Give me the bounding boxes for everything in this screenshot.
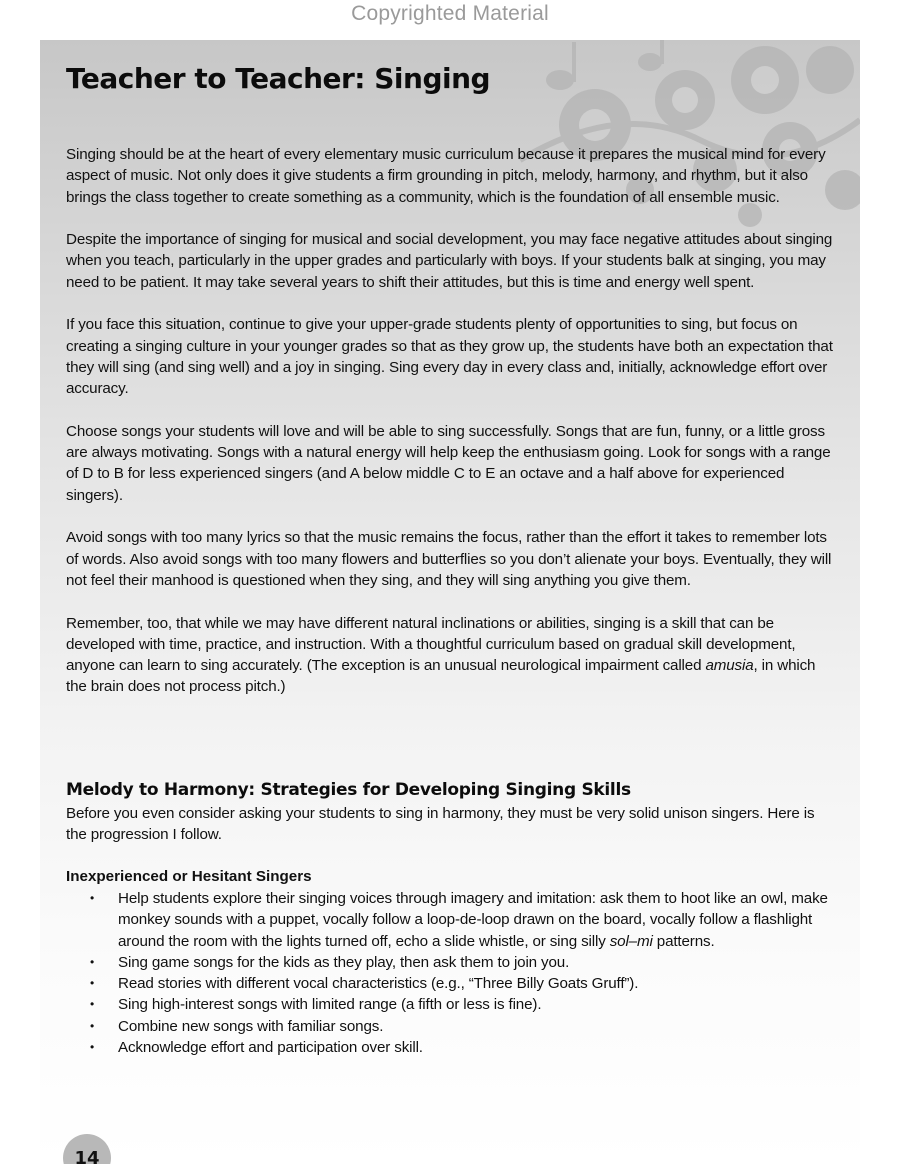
section-intro: Before you even consider asking your students to sing in harmony, they must be very solid unison singers. Here is the progression I follow.	[66, 805, 815, 844]
body-text	[66, 144, 836, 719]
amusia-term: amusia	[705, 657, 754, 675]
list-item: • Acknowledge effort and participation over skill.	[90, 1037, 830, 1058]
page-number-badge	[63, 1134, 111, 1164]
sub-heading: Inexperienced or Hesitant Singers	[66, 868, 312, 885]
copyright-watermark: Copyrighted Material	[351, 2, 549, 25]
paragraph	[66, 613, 836, 698]
paragraph: Singing should be at the heart of every elementary music curriculum because it prepares the musical mind for every aspect of music. Not only does it give students a firm grounding in pitch, melody, harmony, and rhythm, but it also brings the class together to create something as a community, which is the foundation of all ensemble music.	[66, 146, 826, 206]
section-heading: Melody to Harmony: Strategies for Developing Singing Skills	[66, 780, 631, 800]
paragraph: Choose songs your students will love and will be able to sing successfully. Songs that are fun, funny, or a little gross are always motivating. Songs with a natural energy will help keep the enthusiasm going. Look for songs with a range of D to B for less experienced singers (and A below middle C to E an octave and a half above for experienced singers).	[66, 422, 831, 504]
list-item	[90, 888, 830, 952]
list-item: • Combine new songs with familiar songs.	[90, 1016, 830, 1037]
paragraph: Despite the importance of singing for musical and social development, you may face negative attitudes about singing when you teach, particularly in the upper grades and particularly with boys. If your students balk at singing, you may need to be patient. It may take several years to shift their attitudes, but this is time and energy well spent.	[66, 231, 833, 291]
list-item-text: Help students explore their singing voices through imagery and imitation: ask them to hoot like an owl, make monkey sounds with a puppet, vocally follow a loop-de-loop drawn on the board, vocally follow a flashlight around the room with the lights turned off, echo a slide whistle, or sing silly	[118, 890, 828, 950]
page-title: Teacher to Teacher: Singing	[66, 62, 491, 95]
sol-mi-term: sol–mi	[609, 932, 653, 950]
list-item: • Read stories with different vocal characteristics (e.g., “Three Billy Goats Gruff”).	[90, 973, 830, 994]
paragraph-text: , in which the brain does not process pitch.)	[66, 657, 816, 696]
paragraph-text: Remember, too, that while we may have different natural inclinations or abilities, singing is a skill that can be developed with time, practice, and instruction. With a thoughtful curriculum based on gradual skill development, anyone can learn to sing accurately. (The exception is an unusual neurological impairment called	[66, 614, 796, 675]
book-page	[40, 40, 860, 1164]
paragraph: If you face this situation, continue to give your upper-grade students plenty of opportunities to sing, but focus on creating a singing culture in your younger grades so that as they grow up, the students have both an expectation that they will sing (and sing well) and a joy in singing. Sing every day in every class and, initially, acknowledge effort over accuracy.	[66, 316, 833, 398]
bullet-list	[90, 888, 830, 1058]
paragraph: Avoid songs with too many lyrics so that the music remains the focus, rather than the effort it takes to remember lots of words. Also avoid songs with too many flowers and butterflies so you don’t alienate your boys. Eventually, they will not feel their manhood is questioned when they sing, and they will sing anything you give them.	[66, 529, 832, 589]
list-item: • Sing game songs for the kids as they play, then ask them to join you.	[90, 952, 830, 973]
list-item-text: patterns.	[652, 932, 715, 950]
list-item: • Sing high-interest songs with limited range (a fifth or less is fine).	[90, 994, 830, 1015]
page-number: 14	[74, 1147, 100, 1164]
